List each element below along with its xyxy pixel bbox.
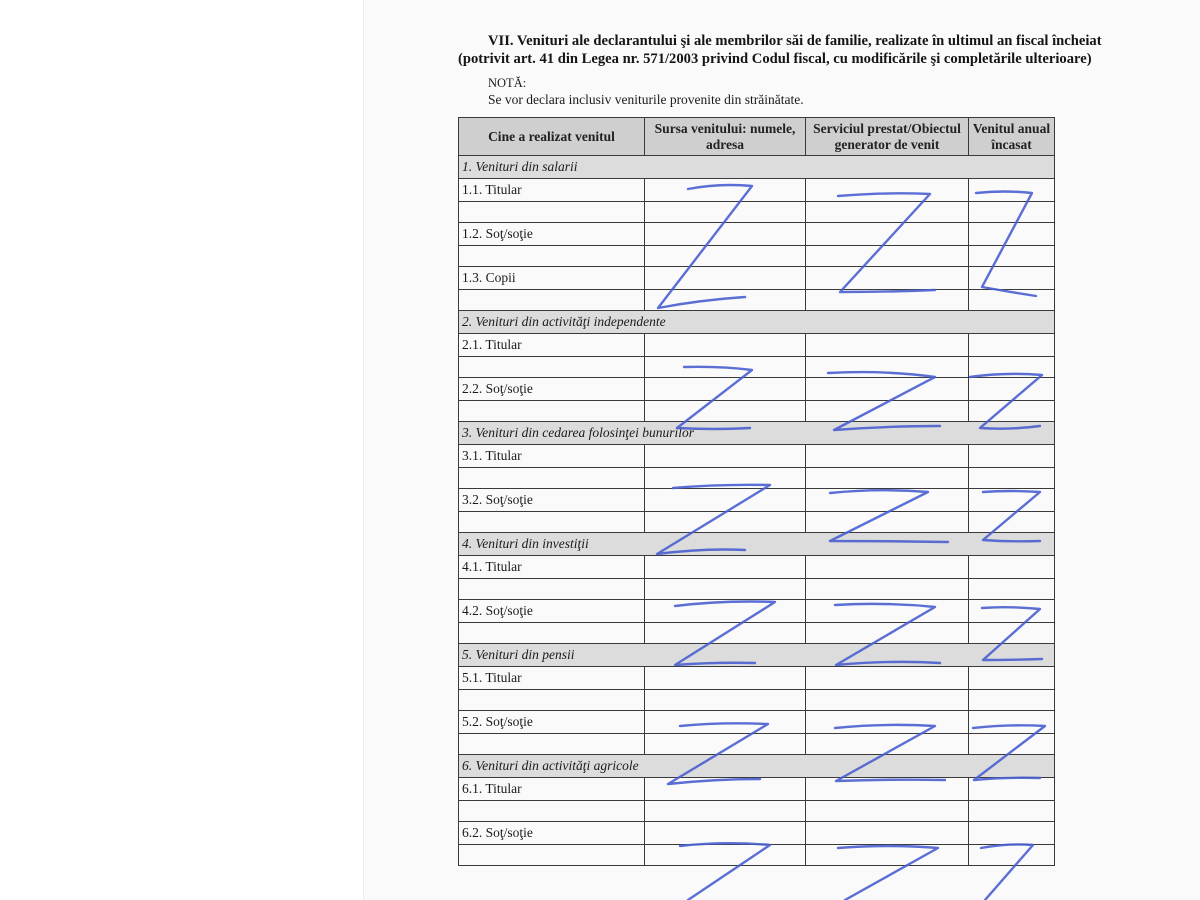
row-label: 1.3. Copii — [459, 267, 645, 290]
row-label: 6.1. Titular — [459, 778, 645, 801]
note-label: NOTĂ: — [488, 76, 527, 90]
row-label: 2.2. Soţ/soţie — [459, 378, 645, 401]
section-heading: 6. Venituri din activităţi agricole — [459, 755, 1055, 778]
section-subtitle: (potrivit art. 41 din Legea nr. 571/2003 privind Codul fiscal, cu modificările şi completările ulterioare) — [458, 51, 1092, 67]
row-label: 2.1. Titular — [459, 334, 645, 357]
header-service: Serviciul prestat/Obiectul generator de venit — [806, 118, 969, 156]
row-label: 6.2. Soţ/soţie — [459, 822, 645, 845]
row-label: 1.2. Soţ/soţie — [459, 223, 645, 246]
section-title: VII. Venituri ale declarantului şi ale membrilor săi de familie, realizate în ultimul an fiscal încheiat — [488, 33, 1102, 49]
row-label: 4.1. Titular — [459, 556, 645, 579]
header-source: Sursa venitului: numele, adresa — [645, 118, 806, 156]
row-label: 4.2. Soţ/soţie — [459, 600, 645, 623]
income-table — [458, 117, 1055, 866]
header-annual-income: Venitul anual încasat — [969, 118, 1055, 156]
section-heading: 1. Venituri din salarii — [459, 156, 1055, 179]
scanned-page — [420, 0, 1102, 900]
section-heading: 4. Venituri din investiţii — [459, 533, 1055, 556]
row-label: 1.1. Titular — [459, 179, 645, 202]
section-heading: 3. Venituri din cedarea folosinţei bunurilor — [459, 422, 1055, 445]
header-who: Cine a realizat venitul — [459, 118, 645, 156]
note-text: Se vor declara inclusiv veniturile provenite din străinătate. — [488, 92, 804, 107]
section-heading: 5. Venituri din pensii — [459, 644, 1055, 667]
row-label: 5.1. Titular — [459, 667, 645, 690]
section-heading: 2. Venituri din activităţi independente — [459, 311, 1055, 334]
row-label: 3.1. Titular — [459, 445, 645, 468]
row-label: 3.2. Soţ/soţie — [459, 489, 645, 512]
row-label: 5.2. Soţ/soţie — [459, 711, 645, 734]
